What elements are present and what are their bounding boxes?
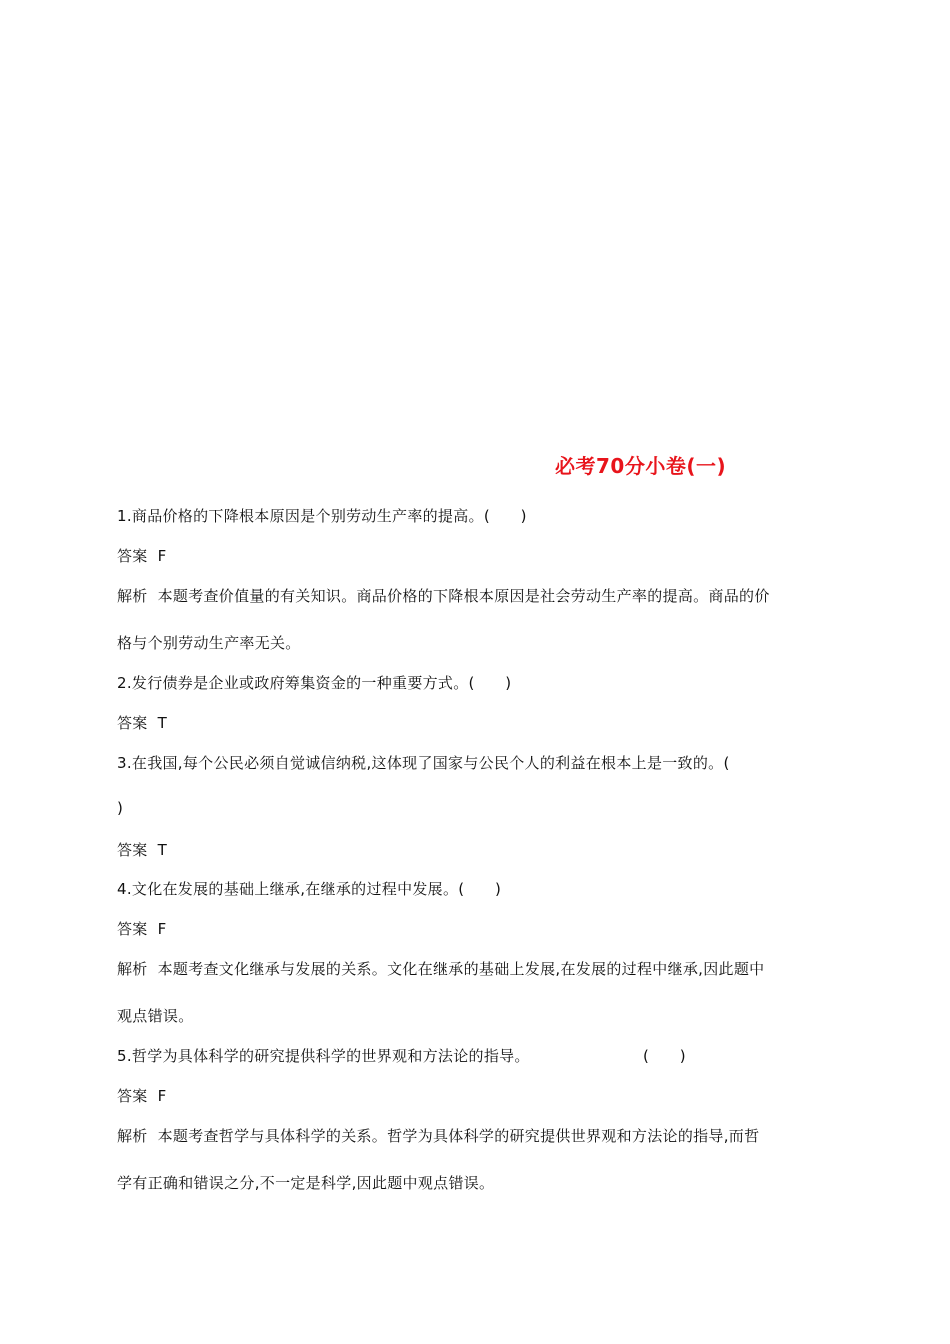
question-text: 5.哲学为具体科学的研究提供科学的世界观和方法论的指导。 xyxy=(117,1047,530,1065)
answer-5 xyxy=(117,1085,167,1106)
page-title: 必考70分小卷(一) xyxy=(555,454,727,478)
answer-value: T xyxy=(157,714,168,732)
answer-value: F xyxy=(157,920,167,938)
answer-label: 答案 xyxy=(117,1087,148,1105)
answer-label: 答案 xyxy=(117,714,148,732)
answer-3 xyxy=(117,839,167,860)
question-3-line-2: ) xyxy=(117,799,124,817)
answer-2 xyxy=(117,712,167,733)
analysis-text: 本题考查价值量的有关知识。商品价格的下降根本原因是社会劳动生产率的提高。商品的价 xyxy=(157,587,770,605)
answer-value: F xyxy=(157,1087,167,1105)
answer-1 xyxy=(117,545,167,566)
question-2: 2.发行债券是企业或政府筹集资金的一种重要方式。( ) xyxy=(117,674,512,692)
analysis-5-line-2: 学有正确和错误之分,不一定是科学,因此题中观点错误。 xyxy=(117,1174,495,1192)
answer-4 xyxy=(117,918,167,939)
analysis-1-line-1 xyxy=(117,585,770,606)
answer-label: 答案 xyxy=(117,920,148,938)
question-1: 1.商品价格的下降根本原因是个别劳动生产率的提高。( ) xyxy=(117,507,527,525)
question-5-paren: ( ) xyxy=(643,1047,686,1065)
analysis-label: 解析 xyxy=(117,1127,148,1145)
analysis-label: 解析 xyxy=(117,587,148,605)
analysis-4-line-1 xyxy=(117,958,764,979)
answer-value: F xyxy=(157,547,167,565)
answer-value: T xyxy=(157,841,168,859)
analysis-text: 本题考查哲学与具体科学的关系。哲学为具体科学的研究提供世界观和方法论的指导,而哲 xyxy=(157,1127,760,1145)
analysis-4-line-2: 观点错误。 xyxy=(117,1007,194,1025)
answer-label: 答案 xyxy=(117,841,148,859)
analysis-5-line-1 xyxy=(117,1125,759,1146)
analysis-label: 解析 xyxy=(117,960,148,978)
answer-label: 答案 xyxy=(117,547,148,565)
question-4: 4.文化在发展的基础上继承,在继承的过程中发展。( ) xyxy=(117,880,502,898)
analysis-1-line-2: 格与个别劳动生产率无关。 xyxy=(117,634,301,652)
analysis-text: 本题考查文化继承与发展的关系。文化在继承的基础上发展,在发展的过程中继承,因此题中 xyxy=(157,960,765,978)
question-5 xyxy=(117,1045,530,1066)
question-3-line-1: 3.在我国,每个公民必须自觉诚信纳税,这体现了国家与公民个人的利益在根本上是一致的。( xyxy=(117,754,730,772)
